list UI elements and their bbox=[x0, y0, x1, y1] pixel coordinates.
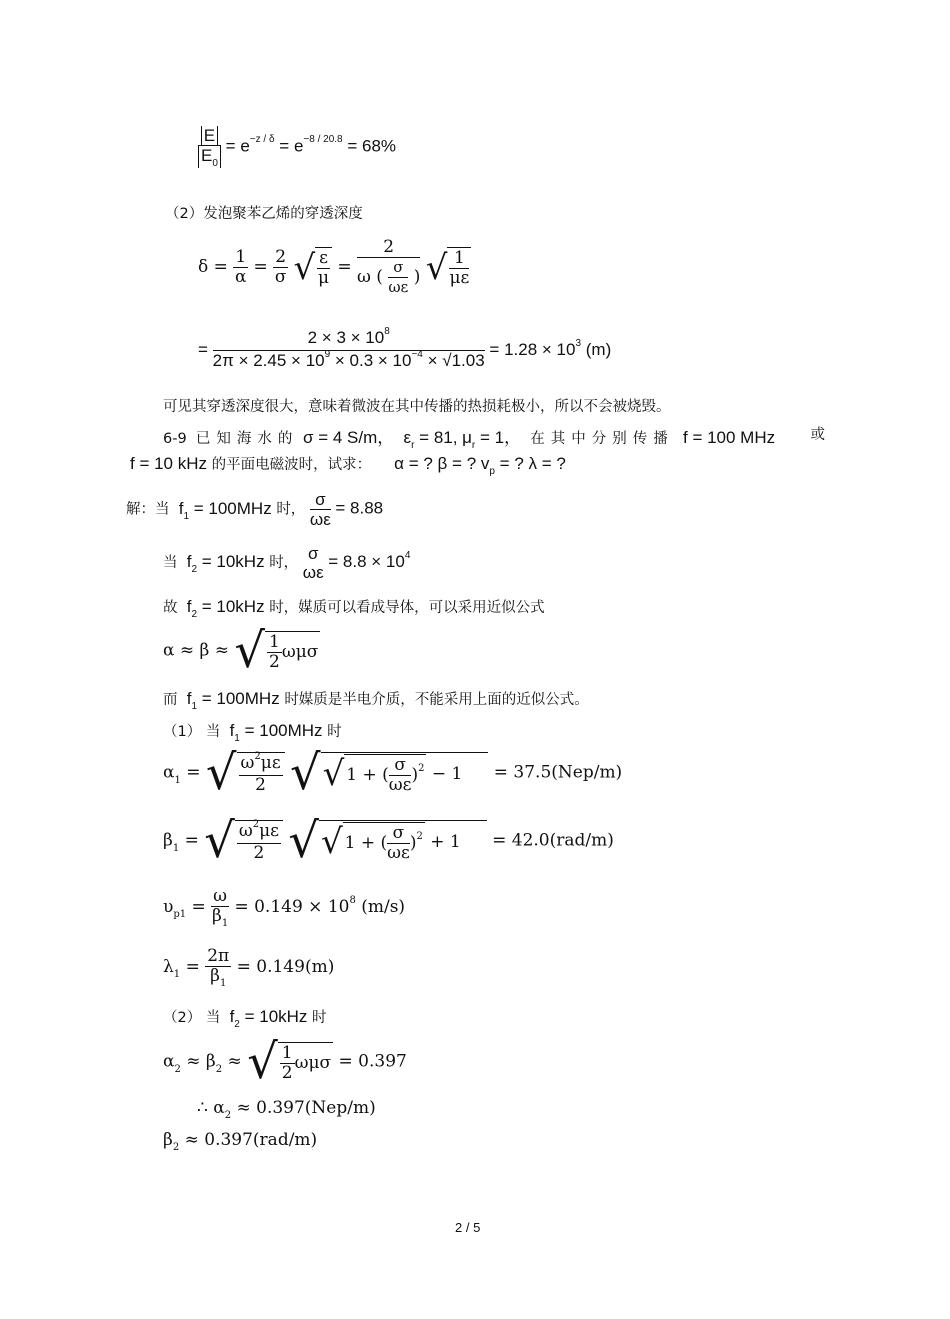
solution-f2: 当 $f_2 = 10kHz$ 时， σ ωε = $8.8 \times 10^4$ bbox=[163, 544, 411, 582]
skin-depth-numeric: = $\frac{2 \times 3 \times 10^8}{2\pi \times 2.45 \times 10^9 \times 0.3 \times 10^{-4} \times √1.03}$ = $1.28 \times 10^3$ (m) bbox=[198, 326, 612, 370]
beta2-result: $\beta_2 \approx 0.397(rad/m)$ bbox=[163, 1130, 318, 1153]
case-2-heading: （2） 当 $f_2 = 10kHz$ 时 bbox=[163, 1007, 327, 1030]
approx-formula: α ≈ β ≈ √ $\frac{1}{2}$ ωμσ bbox=[163, 623, 319, 679]
alpha1-equation: $\alpha_1$ = √ $\frac{\omega^2\mu\varepsilon}{2}$ √√ 1 + ( $\frac{\sigma}{\omega\varepsilon}$ )$^2$ − 1 = 37.5(Nep/m) bbox=[163, 745, 623, 801]
attenuation-result: 68% bbox=[362, 136, 397, 156]
attenuation-equation: $\frac{E}{E_0}$ = $e^{-z / \delta} = e^{-8 / 20.8} = 68\%$ bbox=[198, 126, 396, 168]
beta1-equation: $\beta_1$ = √ $\frac{\omega^2\mu\varepsilon}{2}$ √√ 1 + ( $\frac{\sigma}{\omega\varepsilon}$ )$^2$ + 1 = 42.0(rad/m) bbox=[163, 813, 614, 869]
phase-velocity-equation: $\upsilon_{p1}$ = $\frac{\omega}{\beta_1}$ = $0.149 \times 10^8$ (m/s) bbox=[163, 886, 406, 929]
case-1-heading: （1） 当 $f_1 = 100MHz$ 时 bbox=[163, 721, 342, 744]
magnitude-ratio bbox=[198, 126, 221, 168]
problem-statement-line1: 6-9 已知海水的 σ = 4 S/m， $\varepsilon_r = 81$, $\mu_r = 1$， 在其中分别传播 f = 100 MHz 或 bbox=[163, 427, 825, 451]
skin-depth-formula: δ = $\frac{1}{\alpha}$ = $\frac{2}{\sigma}$ √ $\frac{\varepsilon}{\mu}$ = 2 ω ( $\frac{\sigma}{\omega\varepsilon}$ ) √ $\frac{1}{\mu\varepsilon}$ bbox=[198, 237, 470, 296]
solution-f1: 解：当 $f_1 = 100MHz$ 时， $\frac{\sigma}{\omega\varepsilon}$ = 8.88 bbox=[126, 490, 384, 529]
page-number: 2 / 5 bbox=[455, 1220, 481, 1235]
solution-conductor-note: 故 $f_2 = 10kHz$ 时，媒质可以看成导体，可以采用近似公式 bbox=[163, 597, 545, 620]
wavelength-equation: $\lambda_1$ = $\frac{2\pi}{\beta_1}$ = 0.149(m) bbox=[163, 946, 335, 989]
alpha2-equation: $\alpha_2 \approx \beta_2$ ≈ √ $\frac{1}{2}$ ωμσ = 0.397 bbox=[163, 1034, 407, 1090]
section-heading-2: （2）发泡聚苯乙烯的穿透深度 bbox=[165, 206, 363, 222]
problem-statement-line2: f = 10 kHz 的平面电磁波时，试求： α = ? β = ? $v_p$ = ? λ = ? bbox=[130, 454, 566, 477]
therefore-alpha2: ∴ $\alpha_2 \approx 0.397(Nep/m)$ bbox=[197, 1098, 376, 1121]
e-magnitude: E bbox=[201, 126, 218, 145]
solution-dielectric-note: 而 $f_1 = 100MHz$ 时媒质是半电介质，不能采用上面的近似公式。 bbox=[163, 689, 589, 712]
conclusion-text: 可见其穿透深度很大，意味着微波在其中传播的热损耗极小，所以不会被烧毁。 bbox=[163, 399, 671, 415]
e0-magnitude: $E_0$ bbox=[198, 146, 221, 168]
